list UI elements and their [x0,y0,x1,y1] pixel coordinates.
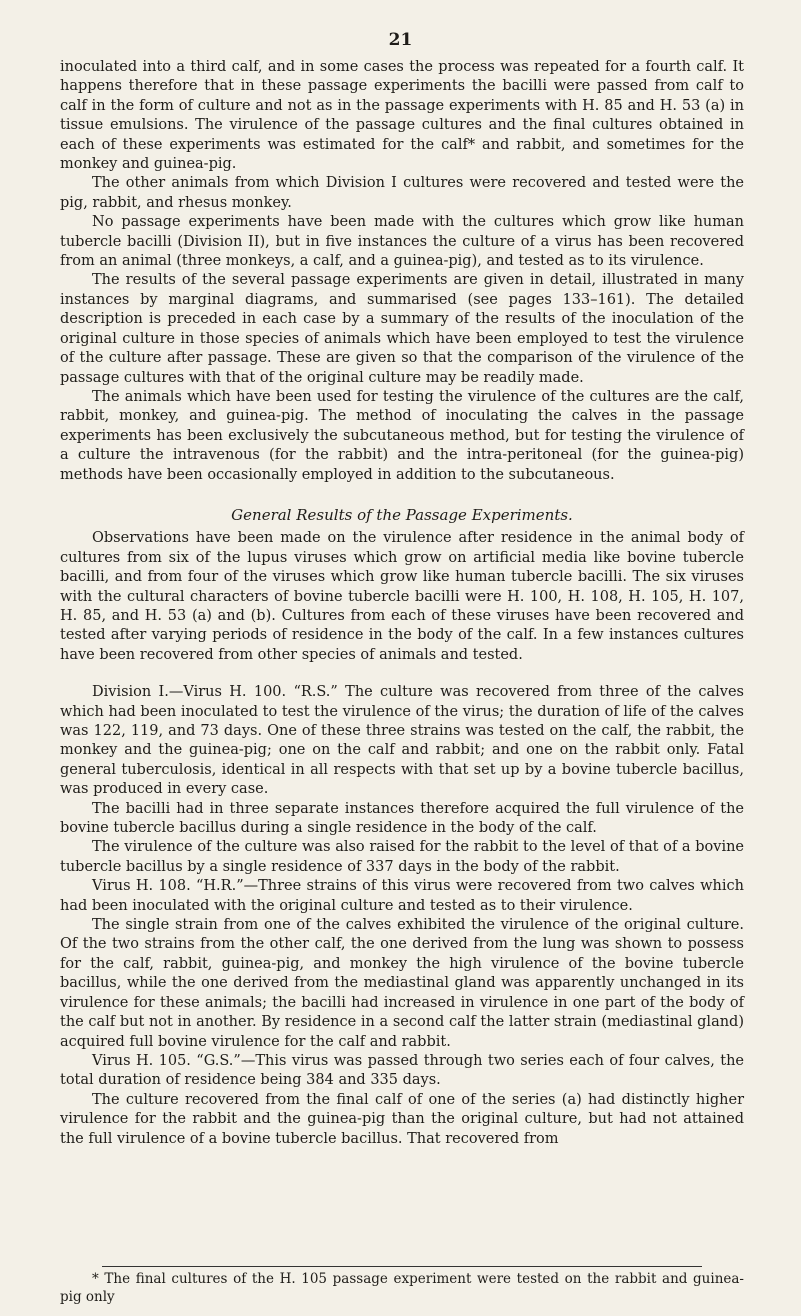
body-text [60,58,744,1149]
paragraph: inoculated into a third calf, and in some cases the process was repeated for a fourth calf. It happens therefore that in these passage experiments the bacilli were passed from calf to calf in the form of culture and not as in the passage experiments with H. 85 and H. 53 (a) in tissue emulsions. The virulence of the passage cultures and the final cultures obtained in each of these experiments was estimated for the calf* and rabbit, and sometimes for the monkey and guinea-pig. [60,59,744,173]
paragraph: The single strain from one of the calves exhibited the virulence of the original culture. Of the two strains from the other calf, the one derived from the lung was shown to possess for the calf, rabbit, guinea-pig, and monkey the high virulence of the bovine tubercle bacillus, while the one derived from the mediastinal gland was apparently unchanged in its virulence for these animals; the bacilli had increased in virulence in one part of the body of the calf but not in another. By residence in a second calf the latter strain (mediastinal gland) acquired full bovine virulence for the calf and rabbit. [60,917,744,1050]
paragraph: The other animals from which Division I cultures were recovered and tested were the pig, rabbit, and rhesus monkey. [60,175,744,211]
paragraph: Observations have been made on the virulence after residence in the animal body of cultures from six of the lupus viruses which grow on artificial media like bovine tubercle bacilli, and from four of the viruses which grow like human tubercle bacilli. The six viruses with the cultural characters of bovine tubercle bacilli were H. 100, H. 108, H. 105, H. 107, H. 85, and H. 53 (a) and (b). Cultures from each of these viruses have been recovered and tested after varying periods of residence in the body of the calf. In a few instances cultures have been recovered from other species of animals and tested. [60,530,744,663]
paragraph: The culture recovered from the final calf of one of the series (a) had distinctly higher virulence for the rabbit and the guinea-pig than the original culture, but had not attained the full virulence of a bovine tubercle bacillus. That recovered from [60,1091,744,1147]
footnote-divider [102,1266,702,1267]
page-number: 21 [388,30,413,50]
paragraph: Division I.—Virus H. 100. “R.S.” The culture was recovered from three of the calves which had been inoculated to test the virulence of the virus; the duration of life of the calves was 122, 119, and 73 days. One of these three strains was tested on the calf, the rabbit, the monkey and the guinea-pig; one on the calf and rabbit; and one on the rabbit only. Fatal general tuberculosis, identical in all respects with that set up by a bovine tubercle bacillus, was produced in every case. [60,684,744,798]
paragraph: The animals which have been used for testing the virulence of the cultures are the calf, rabbit, monkey, and guinea-pig. The method of inoculating the calves in the passage experiments has been exclusively the subcutaneous method, but for testing the virulence of a culture the intravenous (for the rabbit) and the intra-peritoneal (for the guinea-pig) methods have been occasionally employed in addition to the subcutaneous. [60,388,744,483]
footnote-text: * The final cultures of the H. 105 passage experiment were tested on the rabbit and guinea-pig only [60,1271,744,1305]
paragraph: The bacilli had in three separate instances therefore acquired the full virulence of the bovine tubercle bacillus during a single residence in the body of the calf. [60,800,744,837]
section-heading: General Results of the Passage Experiments. [231,505,573,524]
paragraph-gap [60,665,744,683]
footnote [60,1270,744,1306]
paragraph: The virulence of the culture was also raised for the rabbit to the level of that of a bovine tubercle bacillus by a single residence of 337 days in the body of the rabbit. [60,839,744,875]
paragraph: Virus H. 105. “G.S.”—This virus was passed through two series each of four calves, the total duration of residence being 384 and 335 days. [60,1052,744,1089]
paragraph: Virus H. 108. “H.R.”—Three strains of this virus were recovered from two calves which had been inoculated with the original culture and tested as to their virulence. [60,878,744,914]
paragraph: The results of the several passage experiments are given in detail, illustrated in many instances by marginal diagrams, and summarised (see pages 133–161). The detailed description is preceded in each case by a summary of the results of the inoculation of the original culture in those species of animals which have been employed to test the virulence of the culture after passage. These are given so that the comparison of the virulence of the passage cultures with that of the original culture may be readily made. [60,272,744,386]
paragraph: No passage experiments have been made with the cultures which grow like human tubercle bacilli (Division II), but in five instances the culture of a virus has been recovered from an animal (three monkeys, a calf, and a guinea-pig), and tested as to its virulence. [60,214,744,270]
